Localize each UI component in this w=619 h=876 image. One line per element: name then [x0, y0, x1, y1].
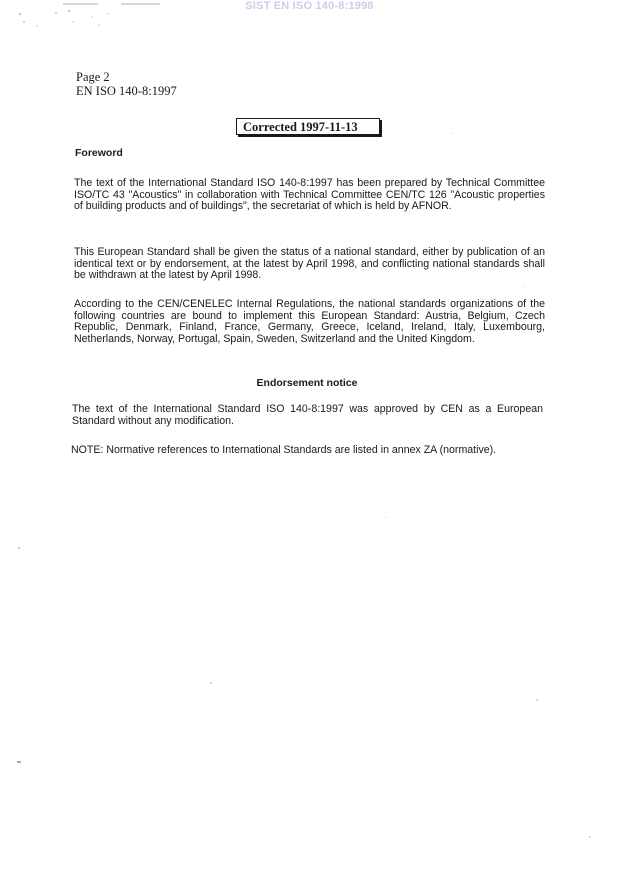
page-header: [76, 70, 177, 98]
endorsement-heading: Endorsement notice: [256, 377, 358, 389]
document-id: EN ISO 140-8:1997: [76, 84, 177, 98]
foreword-heading: Foreword: [75, 147, 123, 159]
foreword-paragraph-1: The text of the International Standard ISO 140-8:1997 has been prepared by Technical Committee ISO/TC 43 "Acoustics" in collaboration with Technical Committee CEN/TC 126 "Acoustic properties of building products and of buildings", the secretariat of which is held by AFNOR.: [74, 177, 545, 213]
endorsement-text: The text of the International Standard ISO 140-8:1997 was approved by CEN as a European Standard without any modification.: [72, 403, 543, 427]
normative-note: NOTE: Normative references to International Standards are listed in annex ZA (normative).: [71, 444, 497, 456]
foreword-paragraph-3: According to the CEN/CENELEC Internal Regulations, the national standards organizations of the following countries are bound to implement this European Standard: Austria, Belgium, Czech Republic, Denmark, Finland, France, Germany, Greece, Iceland, Ireland, Italy, Luxembourg, Netherlands, Norway, Portugal, Spain, Sweden, Switzerland and the United Kingdom.: [74, 298, 545, 345]
foreword-paragraph-2: This European Standard shall be given the status of a national standard, either by publication of an identical text or by endorsement, at the latest by April 1998, and conflicting national standards shall be withdrawn at the latest by April 1998.: [74, 246, 545, 282]
page-number: Page 2: [76, 70, 110, 84]
corrected-stamp: Corrected 1997-11-13: [236, 118, 380, 135]
watermark: SIST EN ISO 140-8:1998: [245, 0, 374, 12]
